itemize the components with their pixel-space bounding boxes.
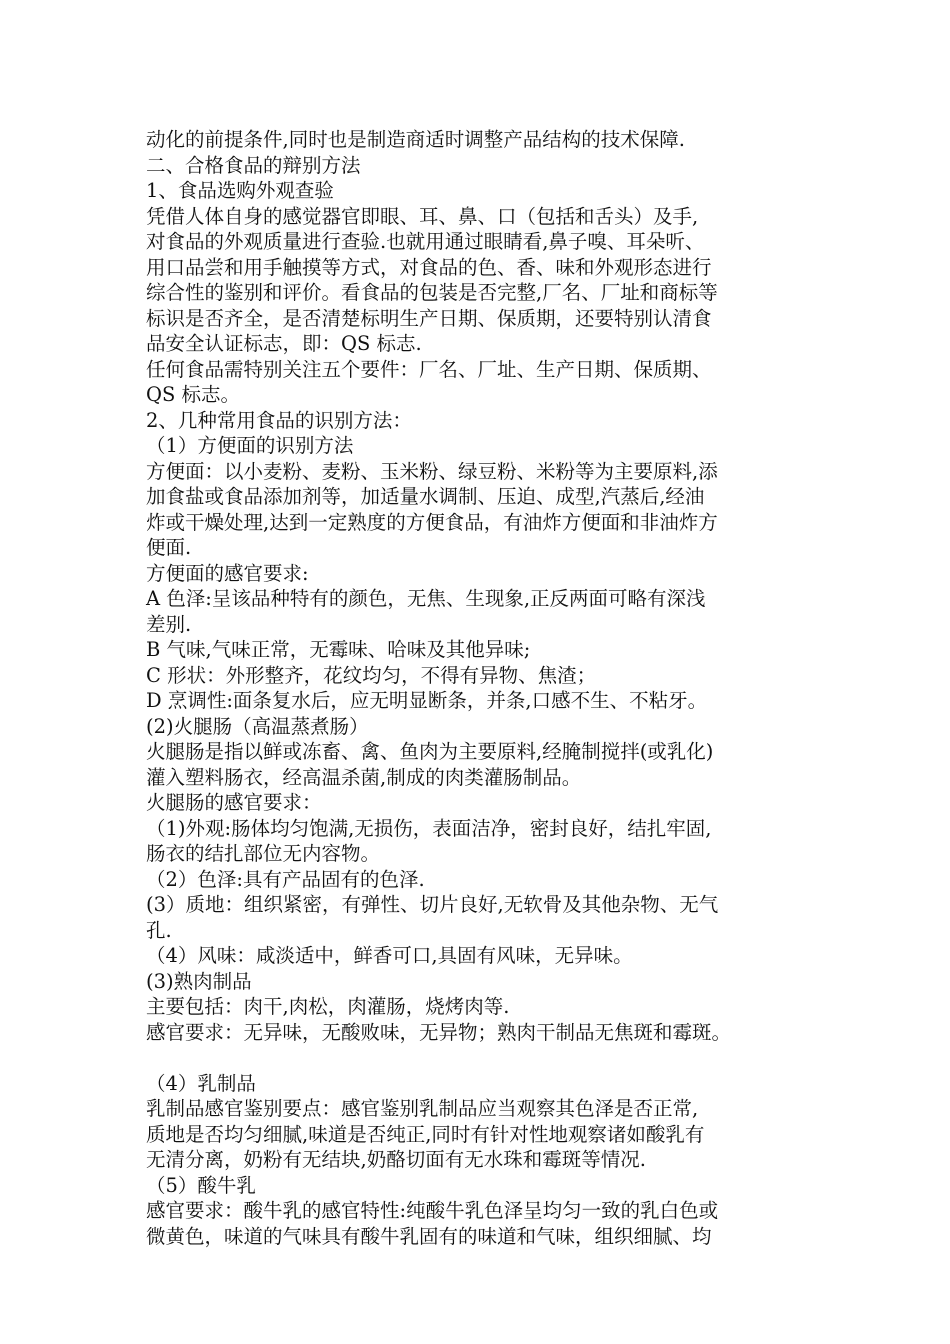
text-line: 质地是否均匀细腻,味道是否纯正,同时有针对性地观察诸如酸乳有 xyxy=(146,1122,705,1146)
text-line: 微黄色，味道的气味具有酸牛乳固有的味道和气味，组织细腻、均 xyxy=(146,1224,712,1248)
text-line: (3）质地：组织紧密，有弹性、切片良好,无软骨及其他杂物、无气 xyxy=(146,893,719,916)
item-heading: （4）乳制品 xyxy=(146,1071,256,1095)
text-line: D 烹调性:面条复水后，应无明显断条，并条,口感不生、不粘牙。 xyxy=(146,689,708,712)
item-heading: （5）酸牛乳 xyxy=(146,1173,256,1197)
text-line: （1)外观:肠体均匀饱满,无损伤，表面洁净，密封良好，结扎牢固, xyxy=(146,816,712,840)
text-line: 动化的前提条件,同时也是制造商适时调整产品结构的技术保障. xyxy=(146,128,685,151)
text-line: 方便面：以小麦粉、麦粉、玉米粉、绿豆粉、米粉等为主要原料,添 xyxy=(146,459,718,483)
text-line: 便面. xyxy=(146,536,192,559)
text-line: 乳制品感官鉴别要点：感官鉴别乳制品应当观察其色泽是否正常, xyxy=(146,1097,699,1120)
item-heading: （1）方便面的识别方法 xyxy=(146,434,354,457)
text-line: 火腿肠是指以鲜或冻畜、禽、鱼肉为主要原料,经腌制搅拌(或乳化) xyxy=(146,740,714,763)
text-line: 灌入塑料肠衣，经高温杀菌,制成的肉类灌肠制品。 xyxy=(146,765,582,789)
text-line: 感官要求：无异味，无酸败味，无异物；熟肉干制品无焦斑和霉斑。 xyxy=(146,1020,732,1044)
text-line: QS 标志。 xyxy=(146,383,241,406)
text-line: 加食盐或食品添加剂等，加适量水调制、压迫、成型,汽蒸后,经油 xyxy=(146,485,705,508)
text-line: 炸或干燥处理,达到一定熟度的方便食品，有油炸方便面和非油炸方 xyxy=(146,510,718,534)
subsection-heading: 1、食品选购外观查验 xyxy=(146,179,334,202)
text-line: C 形状：外形整齐，花纹均匀，不得有异物、焦渣； xyxy=(146,663,597,687)
text-line: 品安全认证标志，即：QS 标志. xyxy=(146,332,422,355)
subsection-heading: 2、几种常用食品的识别方法： xyxy=(146,408,412,432)
text-line: （2）色泽:具有产品固有的色泽. xyxy=(146,867,425,891)
text-line: 主要包括：肉干,肉松，肉灌肠，烧烤肉等. xyxy=(146,995,510,1018)
text-line: 综合性的鉴别和评价。看食品的包装是否完整,厂名、厂址和商标等 xyxy=(146,281,718,304)
text-line: 对食品的外观质量进行查验.也就用通过眼睛看,鼻子嗅、耳朵听、 xyxy=(146,230,705,253)
text-line: A 色泽:呈该品种特有的颜色，无焦、生现象,正反两面可略有深浅 xyxy=(146,587,706,610)
text-line: 差别. xyxy=(146,612,192,636)
text-line: 任何食品需特别关注五个要件：厂名、厂址、生产日期、保质期、 xyxy=(146,357,712,381)
text-line: 标识是否齐全，是否清楚标明生产日期、保质期，还要特别认清食 xyxy=(146,306,712,330)
blank-line xyxy=(146,1045,814,1071)
text-line: B 气味,气味正常，无霉味、哈味及其他异味; xyxy=(146,638,531,661)
text-line: 感官要求：酸牛乳的感官特性:纯酸牛乳色泽呈均匀一致的乳白色或 xyxy=(146,1199,719,1222)
item-heading: (3)熟肉制品 xyxy=(146,969,252,993)
text-line: 火腿肠的感官要求： xyxy=(146,791,322,814)
section-heading: 二、合格食品的辩别方法 xyxy=(146,153,361,177)
text-line: 方便面的感官要求: xyxy=(146,561,309,585)
text-line: 无清分离，奶粉有无结块,奶酪切面有无水珠和霉斑等情况. xyxy=(146,1148,646,1171)
text-line: 肠衣的结扎部位无内容物。 xyxy=(146,842,381,865)
text-line: 凭借人体自身的感觉器官即眼、耳、鼻、口（包括和舌头）及手, xyxy=(146,204,699,228)
text-line: 用口品尝和用手触摸等方式，对食品的色、香、味和外观形态进行 xyxy=(146,255,712,279)
text-line: （4）风味：咸淡适中，鲜香可口,具固有风味，无异味。 xyxy=(146,944,633,967)
text-line: 孔. xyxy=(146,918,172,942)
item-heading: (2)火腿肠（高温蒸煮肠） xyxy=(146,714,369,738)
document-body xyxy=(146,127,814,1249)
